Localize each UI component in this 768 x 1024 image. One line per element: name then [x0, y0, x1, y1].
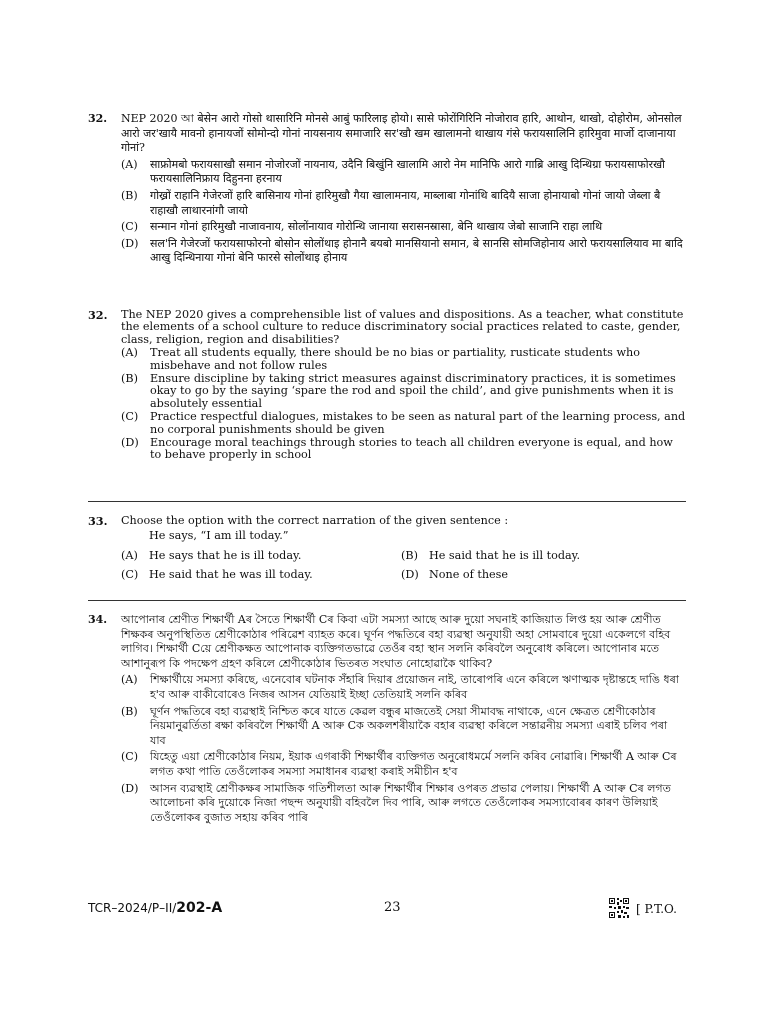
question-34-assamese: [88, 613, 686, 825]
option-label: (A): [121, 346, 138, 360]
question-number: 34.: [88, 613, 108, 626]
option-label: (A): [121, 548, 138, 562]
option-text: Ensure discipline by taking strict measures against discriminatory practices, it is sometimes okay to go by the saying ‘spare the rod and spoil the child’, and give punishments when it is absolutely essential: [150, 372, 676, 410]
option-c: [88, 220, 686, 235]
option-text: None of these: [429, 567, 509, 581]
option-label: (C): [121, 220, 138, 234]
option-b: [88, 373, 686, 410]
question-stem: Choose the option with the correct narration of the given sentence :: [121, 514, 509, 527]
option-c: [88, 750, 686, 779]
option-label: (C): [121, 750, 138, 764]
option-text: Treat all students equally, there should be no bias or partiality, rusticate students who misbehave and not follow rules: [150, 346, 640, 372]
option-text: He said that he is ill today.: [429, 548, 581, 562]
section-divider: [88, 600, 686, 601]
option-text: Encourage moral teachings through stories to teach all children everyone is equal, and how to behave properly in school: [150, 436, 673, 462]
paper-code-suffix: 202-A: [176, 900, 223, 916]
question-number: 32.: [88, 112, 108, 125]
question-number: 32.: [88, 308, 108, 322]
option-text: सन्मान गोनां हारिमुखौ नाजावनाय, सोलोंनायाव गोरोन्थि जानाया सरासनस्रासा, बेनि थाखाय जेबो साजानि राहा लाथि: [150, 220, 603, 234]
option-text: Practice respectful dialogues, mistakes to be seen as natural part of the learning process, and no corporal punishments should be given: [150, 410, 686, 436]
page-footer: [88, 897, 686, 919]
question-32-bodo: [88, 112, 686, 266]
option-text: He said that he was ill today.: [149, 567, 313, 581]
option-a: [88, 673, 686, 702]
option-text: যিহেতু এয়া শ্ৰেণীকোঠাৰ নিয়ম, ইয়াক এগৰাকী শিক্ষাৰ্থীৰ ব্যক্তিগত অনুৰোধমৰ্মে সলনি কৰিব নোৱাৰি। শিক্ষাৰ্থী A আৰু Cৰ লগত কথা পাতি তেওঁলোকৰ সমস্যা সমাধানৰ ব্যৱস্থা কৰাই সমীচীন হ'ব: [150, 750, 677, 778]
option-text: শিক্ষাৰ্থীয়ে সমস্যা কৰিছে, এনেবোৰ ঘটনাক সঁহাৰি দিয়াৰ প্ৰয়োজন নাই, তাৰোপৰি এনে কৰিলে ঋণাত্মক দৃষ্টান্তহে দাঙি ধৰা হ'ব আৰু বাকীবোৰেও নিজৰ আসন যেতিয়াই ইচ্ছা তেতিয়াই সলনি কৰিব: [150, 673, 679, 701]
option-label: (D): [401, 567, 419, 581]
option-d: [88, 782, 686, 826]
options-row-1: [88, 550, 686, 569]
option-a: [88, 347, 686, 372]
paper-code: [88, 900, 222, 916]
question-stem: NEP 2020 আ बेसेन आरो गोसो थासारिनि मोनसे आबुं फारिलाइ होयो। सासे फोरोंगिरिनि नोजोराव हारि, आथोन, थाखो, दोहोरोम, ओनसोल आरो जर'खायै मावनो हानायजों सोमोन्दो गोनां नायसनाय समाजारि सर'खौ खम खालामनो थाखाय गंसे फरायसालिनि हारिमुवा मार्जो दाजानाया गोनां?: [121, 112, 682, 155]
option-d: [88, 437, 686, 462]
question-stem: The NEP 2020 gives a comprehensible list of values and dispositions. As a teacher, what constitute the elements of a school culture to reduce discriminatory social practices related to caste, gender, class, religion, region and disabilities?: [121, 308, 684, 346]
section-divider: [88, 501, 686, 502]
option-text: He says that he is ill today.: [149, 548, 302, 562]
option-label: (B): [121, 704, 138, 718]
please-turn-over: [ P.T.O.: [636, 902, 677, 916]
question-32-english: [88, 309, 686, 462]
option-text: गोख्रों राहानि गेजेरजों हारि बासिनाय गोनां हारिमुखौ गैया खालामनाय, माब्लाबा गोनांथि बादियै साजा होनायाबो गोनां जायो जेब्ला बै राहाखौ लाथारनांगौ जायो: [150, 188, 661, 217]
option-label: (D): [121, 436, 139, 450]
option-label: (A): [121, 157, 138, 171]
option-b: [88, 705, 686, 749]
option-label: (B): [121, 188, 138, 202]
option-text: साफ्रोमबो फरायसाखौ समान नोजोरजों नायनाय, उदैनि बिखुंनि खालामि आरो नेम मानिफि आरो गाब्रि आखु दिन्थिग्रा फरायसाफोरखौ फरायसालिनिफ्राय दिहुनना हरनाय: [150, 157, 665, 186]
option-text: ঘূৰ্ণন পদ্ধতিৰে বহা ব্যৱস্থাই নিশ্চিত কৰে যাতে কেৱল বন্ধুৰ মাজতেই সেয়া সীমাবদ্ধ নাথাকে, এনে ক্ষেত্ৰত শ্ৰেণীকোঠাৰ নিয়মানুৱৰ্তিতা ৰক্ষা কৰিবলৈ শিক্ষাৰ্থী A আৰু Cক অকলশৰীয়াকৈ বহাৰ ব্যৱস্থা কৰিলে সন্তাৱনীয় সমস্যা এৰাই চলিব পৰা যাব: [150, 704, 668, 747]
option-label: (B): [401, 548, 418, 562]
option-label: (C): [121, 567, 139, 581]
option-c: [88, 411, 686, 436]
option-label: (B): [121, 372, 138, 386]
option-text: আসন ব্যৱস্থাই শ্ৰেণীকক্ষৰ সামাজিক গতিশীলতা আৰু শিক্ষাৰ্থীৰ শিক্ষাৰ ওপৰত প্ৰভাৱ পেলায়। শিক্ষাৰ্থী A আৰু Cৰ লগত আলোচনা কৰি দুয়োকে নিজা পছন্দ অনুযায়ী বহিবলৈ দিব পাৰি, আৰু লগতে তেওঁলোকৰ সমস্যাবোৰৰ কাৰণ উলিয়াই তেওঁলোকৰ বুজাত সহায় কৰিব পাৰি: [150, 781, 671, 824]
quoted-sentence: He says, “I am ill today.”: [149, 529, 289, 543]
option-label: (D): [121, 236, 139, 250]
option-b: [88, 189, 686, 218]
option-d: [88, 237, 686, 266]
page-number: 23: [384, 900, 401, 915]
option-label: (D): [121, 781, 139, 795]
option-text: सल'नि गेजेरजों फरायसाफोरनो बोसोन सोलोंथाइ होनानै बयबो मानसियानो समान, बे सानसि सोमजिहोनाय आरो फरायसालियाव मा बादि आखु दिन्थिनाया गोनां बेनि फारसे सोलोंथाइ होनाय: [150, 236, 683, 265]
question-stem: আপোনাৰ শ্ৰেণীত শিক্ষাৰ্থী Aৰ সৈতে শিক্ষাৰ্থী Cৰ কিবা এটা সমস্যা আছে আৰু দুয়ো সঘনাই কাজিয়াত লিপ্ত হয় আৰু শ্ৰেণীত শিক্ষকৰ অনুপস্থিতিত শ্ৰেণীকোঠাৰ পৰিৱেশ ব্যাহত কৰে। ঘূৰ্ণন পদ্ধতিৰে বহা ব্যৱস্থা অনুযায়ী অহা সোমবাৰে দুয়ো একেলগে বহিব লাগিব। শিক্ষাৰ্থী Cয়ে শ্ৰেণীকক্ষত আপোনাক ব্যক্তিগতভাৱে তেওঁৰ বহা স্থান সলনি কৰিবলৈ অনুৰোধ কৰিলে। আপোনাৰ মতে আশানুৰূপ কি পদক্ষেপ গ্ৰহণ কৰিলে শ্ৰেণীকোঠাৰ ভিতৰত সংঘাত নোহোৱাকৈ থাকিব?: [121, 613, 671, 670]
option-label: (C): [121, 410, 139, 424]
option-label: (A): [121, 673, 138, 687]
options-row-2: [88, 569, 686, 588]
question-number: 33.: [88, 514, 108, 528]
option-a: [88, 158, 686, 187]
paper-code-prefix: TCR–2024/P–II/: [88, 901, 177, 915]
qr-code-icon: [608, 897, 630, 919]
question-33: [88, 515, 686, 588]
